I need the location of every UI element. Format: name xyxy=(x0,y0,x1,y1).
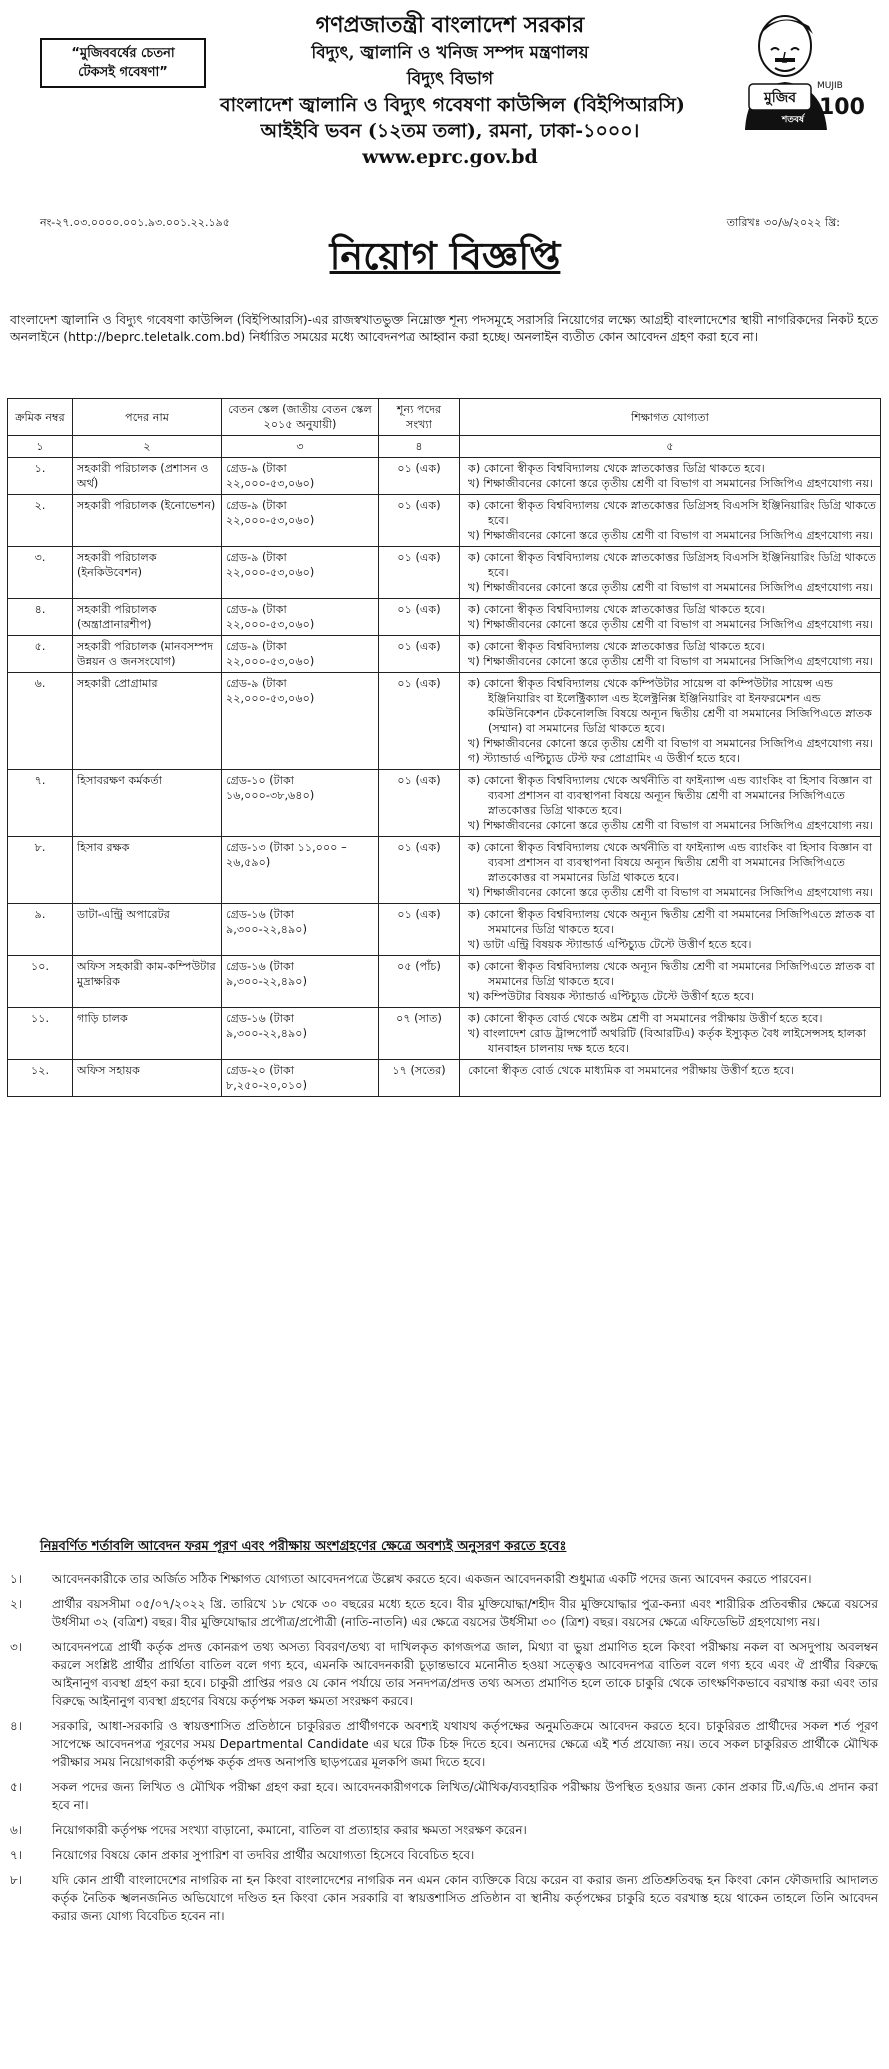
col-number: ২ xyxy=(73,436,222,458)
vacancy-count: ০৫ (পাঁচ) xyxy=(379,956,460,1008)
condition-number: ৭। xyxy=(10,1848,23,1862)
qualification-item: কোনো স্বীকৃত বোর্ড থেকে মাধ্যমিক বা সমমানের পরীক্ষায় উত্তীর্ণ হতে হবে। xyxy=(468,1064,795,1077)
post-name: সহকারী পরিচালক (মানবসম্পদ উন্নয়ন ও জনসংযোগ) xyxy=(73,636,222,673)
qualification-item: ক) কোনো স্বীকৃত বিশ্ববিদ্যালয় থেকে স্নাতকোত্তর ডিগ্রিসহ বিএসসি ইঞ্জিনিয়ারিং ডিগ্রি থাকতে হবে। xyxy=(468,499,876,527)
condition-item xyxy=(10,1717,878,1771)
pay-scale: গ্রেড-১৩ (টাকা ১১,০০০ – ২৬,৫৯০) xyxy=(222,837,379,904)
condition-text: নিয়োগের বিষয়ে কোন প্রকার সুপারিশ বা তদবির প্রার্থীর অযোগ্যতা হিসেবে বিবেচিত হবে। xyxy=(52,1848,475,1862)
post-name: ডাটা-এন্ট্রি অপারেটর xyxy=(73,904,222,956)
col-count-header: শূন্য পদের সংখ্যা xyxy=(379,399,460,436)
condition-item xyxy=(10,1595,878,1631)
post-serial: ২. xyxy=(8,495,73,547)
qualification-cell xyxy=(460,1008,881,1060)
logo-borsho-text: শতবর্ষ xyxy=(781,115,805,125)
table-header-row xyxy=(8,399,881,436)
vacancy-count: ০১ (এক) xyxy=(379,495,460,547)
col-number: ১ xyxy=(8,436,73,458)
qualification-item: খ) শিক্ষাজীবনের কোনো স্তরে তৃতীয় শ্রেণী বা বিভাগ বা সমমানের সিজিপিএ গ্রহণযোগ্য নয়। xyxy=(468,618,874,631)
table-row xyxy=(8,636,881,673)
qualification-item: খ) শিক্ষাজীবনের কোনো স্তরে তৃতীয় শ্রেণী বা বিভাগ বা সমমানের সিজিপিএ গ্রহণযোগ্য নয়। xyxy=(468,819,874,832)
qualification-item: ক) কোনো স্বীকৃত বিশ্ববিদ্যালয় থেকে অর্থনীতি বা ফাইন্যান্স এন্ড ব্যাংকিং বা হিসাব বিজ্ঞান বা ব্যবসা প্রশাসন বা ব্যবস্থাপনা বিষয়ে অন্যূন দ্বিতীয় শ্রেণী বা সমমানের সিজিপিএতে স্নাতকোত্তর ডিগ্রি থাকতে হবে। xyxy=(468,774,873,817)
post-name: সহকারী পরিচালক (প্রশাসন ও অর্থ) xyxy=(73,458,222,495)
mujib-100-logo xyxy=(735,6,865,130)
post-name: সহকারী পরিচালক (ইনোভেশন) xyxy=(73,495,222,547)
pay-scale: গ্রেড-৯ (টাকা ২২,০০০-৫৩,০৬০) xyxy=(222,599,379,636)
table-row xyxy=(8,547,881,599)
table-row xyxy=(8,956,881,1008)
qualification-item: খ) শিক্ষাজীবনের কোনো স্তরে তৃতীয় শ্রেণী বা বিভাগ বা সমমানের সিজিপিএ গ্রহণযোগ্য নয়। xyxy=(468,737,874,750)
qualification-cell xyxy=(460,673,881,770)
post-serial: ১০. xyxy=(8,956,73,1008)
pay-scale: গ্রেড-১০ (টাকা ১৬,০০০-৩৮,৬৪০) xyxy=(222,770,379,837)
intro-paragraph: বাংলাদেশ জ্বালানি ও বিদ্যুৎ গবেষণা কাউন্সিল (বিইপিআরসি)-এর রাজস্বখাতভুক্ত নিম্নোক্ত শূন্য পদসমূহে সরাসরি নিয়োগের লক্ষ্যে আগ্রহী বাংলাদেশের স্থায়ী নাগরিকদের নিকট হতে অনলাইনে (http://beprc.teletalk.com.bd) নির্ধারিত সময়ের মধ্যে আবেদনপত্র আহ্বান করা হচ্ছে। অনলাইন ব্যতীত কোন আবেদন গ্রহণ করা হবে না। xyxy=(10,313,878,344)
memo-number: নং-২৭.০৩.০০০০.০০১.৯৩.০০১.২২.১৯৫ xyxy=(40,216,230,229)
condition-number: ৮। xyxy=(10,1873,23,1887)
condition-text: নিয়োগকারী কর্তৃপক্ষ পদের সংখ্যা বাড়ানো, কমানো, বাতিল বা প্রত্যাহার করার ক্ষমতা সংরক্ষণ করেন। xyxy=(52,1823,527,1837)
table-row xyxy=(8,458,881,495)
pay-scale: গ্রেড-৯ (টাকা ২২,০০০-৫৩,০৬০) xyxy=(222,636,379,673)
condition-number: ৬। xyxy=(10,1823,23,1837)
condition-text: আবেদনকারীকে তার অর্জিত সঠিক শিক্ষাগত যোগ্যতা আবেদনপত্রে উল্লেখ করতে হবে। একজন আবেদনকারী শুধুমাত্র একটি পদের জন্য আবেদন করতে পারবেন। xyxy=(52,1572,812,1586)
col-serial-header: ক্রমিক নম্বর xyxy=(8,399,73,436)
post-name: অফিস সহায়ক xyxy=(73,1060,222,1097)
post-serial: ৩. xyxy=(8,547,73,599)
qualification-item: ক) কোনো স্বীকৃত বিশ্ববিদ্যালয় থেকে স্নাতকোত্তর ডিগ্রি থাকতে হবে। xyxy=(468,603,765,616)
condition-number: ১। xyxy=(10,1572,23,1586)
vacancy-count: ০১ (এক) xyxy=(379,904,460,956)
vacancy-count: ০১ (এক) xyxy=(379,458,460,495)
qualification-cell xyxy=(460,636,881,673)
pay-scale: গ্রেড-২০ (টাকা ৮,২৫০-২০,০১০) xyxy=(222,1060,379,1097)
vacancy-table xyxy=(7,398,881,1097)
qualification-item: খ) শিক্ষাজীবনের কোনো স্তরে তৃতীয় শ্রেণী বা বিভাগ বা সমমানের সিজিপিএ গ্রহণযোগ্য নয়। xyxy=(468,581,874,594)
qualification-cell xyxy=(460,1060,881,1097)
conditions-heading: নিম্নবর্ণিত শর্তাবলি আবেদন ফরম পূরণ এবং পরীক্ষায় অংশগ্রহণের ক্ষেত্রে অবশ্যই অনুসরণ করতে হবেঃ xyxy=(40,1539,567,1554)
col-qualification-header: শিক্ষাগত যোগ্যতা xyxy=(460,399,881,436)
vacancy-count: ০১ (এক) xyxy=(379,599,460,636)
website-link[interactable]: www.eprc.gov.bd xyxy=(362,146,538,168)
post-serial: ৯. xyxy=(8,904,73,956)
column-number-row xyxy=(8,436,881,458)
conditions-list xyxy=(10,1570,878,1932)
condition-item xyxy=(10,1871,878,1925)
condition-number: ৪। xyxy=(10,1719,23,1733)
pay-scale: গ্রেড-১৬ (টাকা ৯,৩০০-২২,৪৯০) xyxy=(222,904,379,956)
slogan-line: “মুজিববর্ষের চেতনা xyxy=(71,46,175,61)
qualification-item: খ) কম্পিউটার বিষয়ক স্ট্যান্ডার্ড এপ্টিচ্যুড টেস্টে উত্তীর্ণ হতে হবে। xyxy=(468,990,755,1003)
qualification-cell xyxy=(460,547,881,599)
letterhead xyxy=(220,10,685,170)
qualification-item: ক) কোনো স্বীকৃত বিশ্ববিদ্যালয় থেকে অন্যূন দ্বিতীয় শ্রেণী বা সমমানের সিজিপিএতে স্নাতক বা সমমানের ডিগ্রি থাকতে হবে। xyxy=(468,908,875,936)
condition-item xyxy=(10,1570,878,1588)
post-name: সহকারী পরিচালক (অন্ত্রাপ্রানারশীপ) xyxy=(73,599,222,636)
post-serial: ৮. xyxy=(8,837,73,904)
pay-scale: গ্রেড-৯ (টাকা ২২,০০০-৫৩,০৬০) xyxy=(222,495,379,547)
qualification-item: ক) কোনো স্বীকৃত বিশ্ববিদ্যালয় থেকে অর্থনীতি বা ফাইন্যান্স এন্ড ব্যাংকিং বা হিসাব বিজ্ঞান বা ব্যবসা প্রশাসন বা ব্যবস্থাপনা বিষয়ে অন্যূন দ্বিতীয় শ্রেণী বা সমমানের সিজিপিএতে স্নাতকোত্তর বা সমমানের ডিগ্রি থাকতে হবে। xyxy=(468,841,873,884)
slogan-line: টেকসই গবেষণা” xyxy=(78,65,168,80)
ministry-name: বিদ্যুৎ, জ্বালানি ও খনিজ সম্পদ মন্ত্রণালয় xyxy=(311,43,589,63)
condition-item xyxy=(10,1638,878,1710)
vacancy-count: ০১ (এক) xyxy=(379,547,460,599)
table-row xyxy=(8,495,881,547)
condition-number: ২। xyxy=(10,1597,23,1611)
qualification-item: খ) শিক্ষাজীবনের কোনো স্তরে তৃতীয় শ্রেণী বা বিভাগ বা সমমানের সিজিপিএ গ্রহণযোগ্য নয়। xyxy=(468,886,874,899)
qualification-item: খ) ডাটা এন্ট্রি বিষয়ক স্ট্যান্ডার্ড এপ্টিচ্যুড টেস্টে উত্তীর্ণ হতে হবে। xyxy=(468,938,752,951)
government-name: গণপ্রজাতন্ত্রী বাংলাদেশ সরকার xyxy=(315,12,585,38)
condition-text: আবেদনপত্রে প্রার্থী কর্তৃক প্রদত্ত কোনরূপ তথ্য অসত্য বিবরণ/তথ্য বা দাখিলকৃত কাগজপত্র জাল, মিথ্যা বা ভুয়া প্রমাণিত হলে কিংবা পরীক্ষায় নকল বা অসদুপায় অবলম্বন করলে সংশ্লিষ্ট প্রার্থীর প্রার্থিতা বাতিল বলে গণ্য হবে, এমনকি আবেদনকারী চূড়ান্তভাবে মনোনীত হওয়া সত্ত্বেও আবেদনপত্র বাতিল বলে গণ্য হবে এবং ঐ প্রার্থীর বিরুদ্ধে আইনানুগ ব্যবস্থা গ্রহণ করা হবে। চাকুরী প্রাপ্তির পরও যে কোন পর্যায়ে তার সনদপত্র/প্রদত্ত তথ্য অসত্য প্রমাণিত হলে তাকে চাকুরি থেকে তাৎক্ষণিকভাবে বরখাস্ত করা এবং তার বিরুদ্ধে আইনানুগ ব্যবস্থা গ্রহণের বিষয়ে কর্তৃপক্ষ সকল ক্ষমতা সংরক্ষণ করবে। xyxy=(52,1640,878,1708)
post-name: সহকারী পরিচালক (ইনকিউবেশন) xyxy=(73,547,222,599)
pay-scale: গ্রেড-১৬ (টাকা ৯,৩০০-২২,৪৯০) xyxy=(222,956,379,1008)
qualification-cell xyxy=(460,458,881,495)
table-row xyxy=(8,837,881,904)
qualification-cell xyxy=(460,904,881,956)
condition-item xyxy=(10,1778,878,1814)
qualification-item: ক) কোনো স্বীকৃত বিশ্ববিদ্যালয় থেকে স্নাতকোত্তর ডিগ্রি থাকতে হবে। xyxy=(468,640,765,653)
col-number: ৩ xyxy=(222,436,379,458)
table-row xyxy=(8,673,881,770)
post-serial: ৬. xyxy=(8,673,73,770)
council-name: বাংলাদেশ জ্বালানি ও বিদ্যুৎ গবেষণা কাউন্সিল (বিইপিআরসি) xyxy=(220,94,685,116)
post-serial: ১১. xyxy=(8,1008,73,1060)
table-row xyxy=(8,1060,881,1097)
condition-text: যদি কোন প্রার্থী বাংলাদেশের নাগরিক না হন কিংবা বাংলাদেশের নাগরিক নন এমন কোন ব্যক্তিকে বিয়ে করেন বা করার জন্য প্রতিশ্রুতিবদ্ধ হন কিংবা কোন ফৌজদারি আদালত কর্তৃক নৈতিক স্খলনজনিত অভিযোগে দণ্ডিত হন কিংবা কোন সরকারি বা স্বায়ত্তশাসিত প্রতিষ্ঠান বা স্থানীয় কর্তৃপক্ষের চাকুরি হতে বরখাস্ত হয়ে থাকেন তাহলে তিনি আবেদন করার জন্য যোগ্য বিবেচিত হবেন না। xyxy=(52,1873,878,1923)
post-name: গাড়ি চালক xyxy=(73,1008,222,1060)
page-title: নিয়োগ বিজ্ঞপ্তি xyxy=(329,233,561,278)
council-address: আইইবি ভবন (১২তম তলা), রমনা, ঢাকা-১০০০। xyxy=(260,120,640,142)
qualification-cell xyxy=(460,956,881,1008)
logo-mujib-en: MUJIB xyxy=(817,81,843,91)
post-serial: ৭. xyxy=(8,770,73,837)
qualification-item: খ) শিক্ষাজীবনের কোনো স্তরে তৃতীয় শ্রেণী বা বিভাগ বা সমমানের সিজিপিএ গ্রহণযোগ্য নয়। xyxy=(468,477,874,490)
qualification-cell xyxy=(460,837,881,904)
condition-number: ৫। xyxy=(10,1780,23,1794)
pay-scale: গ্রেড-১৬ (টাকা ৯,৩০০-২২,৪৯০) xyxy=(222,1008,379,1060)
table-row xyxy=(8,1008,881,1060)
pay-scale: গ্রেড-৯ (টাকা ২২,০০০-৫৩,০৬০) xyxy=(222,673,379,770)
table-row xyxy=(8,904,881,956)
vacancy-count: ০১ (এক) xyxy=(379,673,460,770)
pay-scale: গ্রেড-৯ (টাকা ২২,০০০-৫৩,০৬০) xyxy=(222,547,379,599)
qualification-item: খ) শিক্ষাজীবনের কোনো স্তরে তৃতীয় শ্রেণী বা বিভাগ বা সমমানের সিজিপিএ গ্রহণযোগ্য নয়। xyxy=(468,655,874,668)
condition-item xyxy=(10,1846,878,1864)
col-scale-header: বেতন স্কেল (জাতীয় বেতন স্কেল ২০১৫ অনুযায়ী) xyxy=(222,399,379,436)
condition-item xyxy=(10,1821,878,1839)
condition-text: সকল পদের জন্য লিখিত ও মৌখিক পরীক্ষা গ্রহণ করা হবে। আবেদনকারীগণকে লিখিত/মৌখিক/ব্যবহারিক পরীক্ষায় উপস্থিত হওয়ার জন্য কোন প্রকার টি.এ/ডি.এ প্রদান করা হবে না। xyxy=(52,1780,878,1812)
qualification-cell xyxy=(460,495,881,547)
condition-text: সরকারি, আধা-সরকারি ও স্বায়ত্তশাসিত প্রতিষ্ঠানে চাকুরিরত প্রার্থীগণকে অবশ্যই যথাযথ কর্তৃপক্ষের অনুমতিক্রমে আবেদন করতে হবে। চাকুরিরত প্রার্থীদের সকল শর্ত পূরণ সাপেক্ষে আবেদনপত্র পূরণের সময় Departmental Candidate এর ঘরে টিক চিহ্ন দিতে হবে। অন্যদের ক্ষেত্রে এই শর্ত প্রযোজ্য নয়। তবে সকল চাকুরিরত প্রার্থীকে মৌখিক পরীক্ষার সময় নিয়োগকারী কর্তৃপক্ষ কর্তৃক প্রদত্ত অনাপত্তি ছাড়পত্রের মূলকপি জমা দিতে হবে। xyxy=(52,1719,878,1769)
division-name: বিদ্যুৎ বিভাগ xyxy=(406,69,494,89)
vacancy-count: ১৭ (সতের) xyxy=(379,1060,460,1097)
qualification-item: খ) শিক্ষাজীবনের কোনো স্তরে তৃতীয় শ্রেণী বা বিভাগ বা সমমানের সিজিপিএ গ্রহণযোগ্য নয়। xyxy=(468,529,874,542)
qualification-cell xyxy=(460,770,881,837)
table-row xyxy=(8,599,881,636)
condition-text: প্রার্থীর বয়সসীমা ০৫/০৭/২০২২ খ্রি. তারিখে ১৮ থেকে ৩০ বছরের মধ্যে হতে হবে। বীর মুক্তিযোদ্ধা/শহীদ বীর মুক্তিযোদ্ধার পুত্র-কন্যা এবং শারীরিক প্রতিবন্ধীর ক্ষেত্রে বয়সের উর্ধসীমা ৩২ (বত্রিশ) বছর। বীর মুক্তিযোদ্ধার প্রপৌত্র/প্রপৌত্রী (নাতি-নাতনি) এর ক্ষেত্রে বয়সের উর্ধসীমা ৩০ (ত্রিশ) বছর। বয়সের ক্ষেত্রে এফিডেভিট গ্রহণযোগ্য নয়। xyxy=(52,1597,878,1629)
qualification-cell xyxy=(460,599,881,636)
qualification-item: ক) কোনো স্বীকৃত বিশ্ববিদ্যালয় থেকে স্নাতকোত্তর ডিগ্রিসহ বিএসসি ইঞ্জিনিয়ারিং ডিগ্রি থাকতে হবে। xyxy=(468,551,876,579)
slogan-box xyxy=(40,38,206,88)
post-name: সহকারী প্রোগ্রামার xyxy=(73,673,222,770)
qualification-item: ক) কোনো স্বীকৃত বিশ্ববিদ্যালয় থেকে অন্যূন দ্বিতীয় শ্রেণী বা সমমানের সিজিপিএতে স্নাতক বা সমমানের ডিগ্রি থাকতে হবে। xyxy=(468,960,875,988)
qualification-item: ক) কোনো স্বীকৃত বিশ্ববিদ্যালয় থেকে স্নাতকোত্তর ডিগ্রি থাকতে হবে। xyxy=(468,462,765,475)
qualification-item: গ) স্ট্যান্ডার্ড এপ্টিচ্যুড টেস্ট ফর প্রোগ্রামিং এ উত্তীর্ণ হতে হবে। xyxy=(468,752,740,765)
col-number: ৫ xyxy=(460,436,881,458)
qualification-item: ক) কোনো স্বীকৃত বোর্ড থেকে অষ্টম শ্রেণী বা সমমানের পরীক্ষায় উত্তীর্ণ হতে হবে। xyxy=(468,1012,823,1025)
post-serial: ১. xyxy=(8,458,73,495)
post-name: হিসাব রক্ষক xyxy=(73,837,222,904)
post-serial: ৪. xyxy=(8,599,73,636)
col-post-header: পদের নাম xyxy=(73,399,222,436)
pay-scale: গ্রেড-৯ (টাকা ২২,০০০-৫৩,০৬০) xyxy=(222,458,379,495)
logo-100: 100 xyxy=(819,95,865,120)
vacancy-count: ০১ (এক) xyxy=(379,636,460,673)
col-number: ৪ xyxy=(379,436,460,458)
post-name: অফিস সহকারী কাম-কম্পিউটার মুদ্রাক্ষরিক xyxy=(73,956,222,1008)
qualification-item: ক) কোনো স্বীকৃত বিশ্ববিদ্যালয় থেকে কম্পিউটার সায়েন্স বা কম্পিউটার সায়েন্স এন্ড ইঞ্জিনিয়ারিং বা ইলেক্ট্রিক্যাল এন্ড ইলেক্ট্রনিক্স ইঞ্জিনিয়ারিং বা ইনফরমেশন এন্ড কমিউনিকেশন টেকনোলজি বিষয়ে অন্যূন দ্বিতীয় শ্রেণী বা সমমানের সিজিপিএতে স্নাতক (সম্মান) বা সমমানের ডিগ্রি থাকতে হবে। xyxy=(468,677,872,735)
table-row xyxy=(8,770,881,837)
memo-date: তারিখঃ ৩০/৬/২০২২ খ্রি: xyxy=(726,216,840,229)
post-serial: ১২. xyxy=(8,1060,73,1097)
post-serial: ৫. xyxy=(8,636,73,673)
post-name: হিসাবরক্ষণ কর্মকর্তা xyxy=(73,770,222,837)
vacancy-count: ০১ (এক) xyxy=(379,770,460,837)
logo-mujib-text: মুজিব xyxy=(763,90,797,106)
qualification-item: খ) বাংলাদেশ রোড ট্রান্সপোর্ট অথরিটি (বিআরটিএ) কর্তৃক ইস্যুকৃত বৈধ লাইসেন্সসহ হালকা যানবাহন চালনায় দক্ষ হতে হবে। xyxy=(468,1027,867,1055)
vacancy-count: ০১ (এক) xyxy=(379,837,460,904)
vacancy-count: ০৭ (সাত) xyxy=(379,1008,460,1060)
condition-number: ৩। xyxy=(10,1640,23,1654)
